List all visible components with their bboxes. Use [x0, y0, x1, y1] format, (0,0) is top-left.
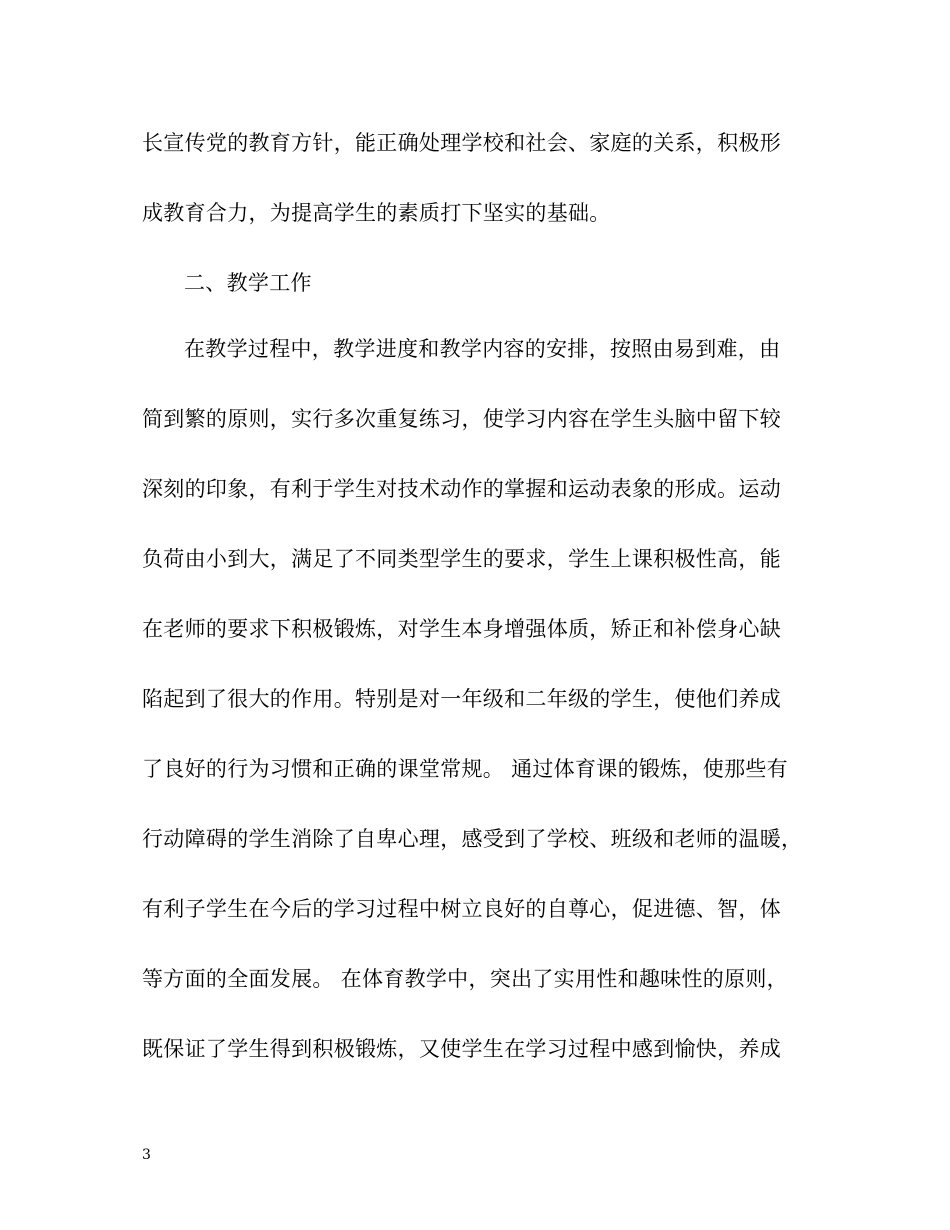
text-line-9: 陷起到了很大的作用。特别是对一年级和二年级的学生，使他们养成 — [142, 687, 781, 711]
body-text — [142, 122, 812, 1098]
text-line-5: 简到繁的原则，实行多次重复练习，使学习内容在学生头脑中留下较 — [142, 407, 781, 431]
text-line-6: 深刻的印象，有利于学生对技术动作的掌握和运动表象的形成。运动 — [142, 477, 781, 501]
text-line-10: 了良好的行为习惯和正确的课堂常规。 通过体育课的锻炼，使那些有 — [142, 757, 788, 781]
text-line-8: 在老师的要求下积极锻炼，对学生本身增强体质，矫正和补偿身心缺 — [142, 617, 781, 641]
section-heading: 二、教学工作 — [184, 271, 312, 295]
text-line-7: 负荷由小到大，满足了不同类型学生的要求，学生上课积极性高，能 — [142, 547, 781, 571]
paragraph-start-line: 在教学过程中，教学进度和教学内容的安排，按照由易到难，由 — [184, 337, 781, 361]
text-line-11: 行动障碍的学生消除了自卑心理，感受到了学校、班级和老师的温暖， — [142, 827, 803, 851]
text-line-1: 长宣传党的教育方针，能正确处理学校和社会、家庭的关系，积极形 — [142, 131, 781, 155]
text-line-13: 等方面的全面发展。 在体育教学中，突出了实用性和趣味性的原则， — [142, 967, 788, 991]
text-line-12: 有利子学生在今后的学习过程中树立良好的自尊心，促进德、智，体 — [142, 897, 781, 921]
text-line-14: 既保证了学生得到积极锻炼，又使学生在学习过程中感到愉快，养成 — [142, 1037, 781, 1061]
text-line-2: 成教育合力，为提高学生的素质打下坚实的基础。 — [142, 201, 611, 225]
page-number: 3 — [142, 1147, 151, 1163]
